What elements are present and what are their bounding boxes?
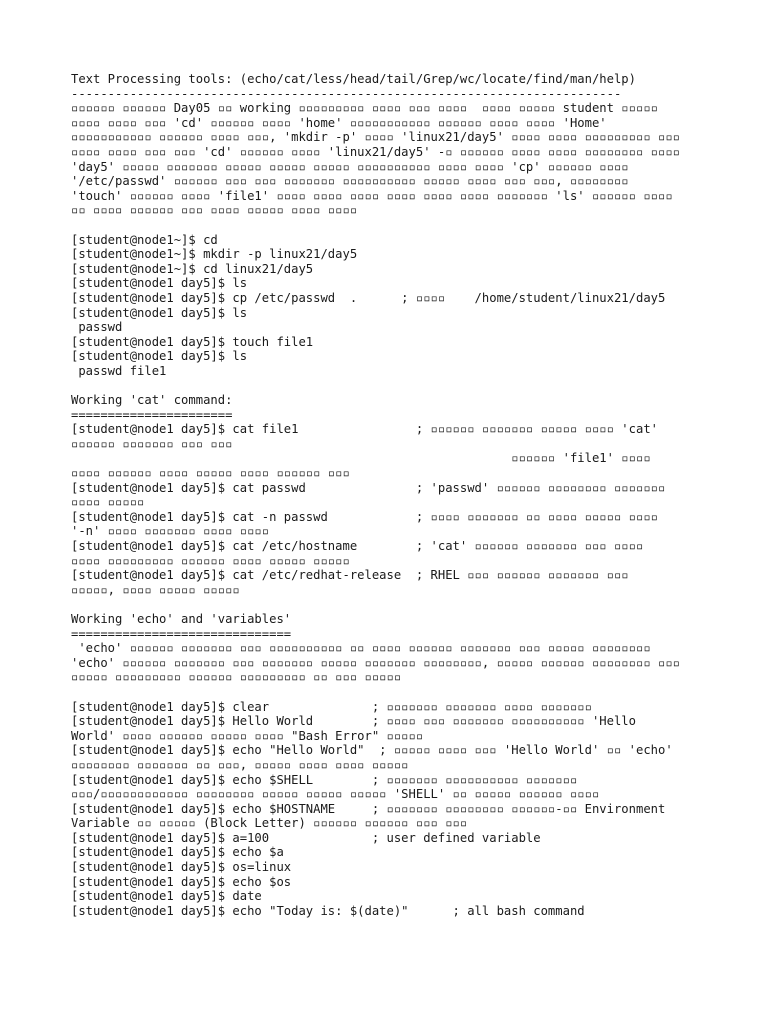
text-line: [student@node1 day5]$ Hello World ; ▫▫▫▫ ▫▫▫ ▫▫▫▫▫▫▫ ▫▫▫▫▫▫▫▫▫▫ 'Hello <box>71 714 636 729</box>
text-line: Text Processing tools: (echo/cat/less/head/tail/Grep/wc/locate/find/man/help) <box>71 72 636 86</box>
text-line: [student@node1 day5]$ echo $a <box>71 845 284 860</box>
text-line: [student@node1 day5]$ echo $SHELL ; ▫▫▫▫▫▫▫ ▫▫▫▫▫▫▫▫▫▫ ▫▫▫▫▫▫▫ <box>71 772 578 787</box>
text-line: 'echo' ▫▫▫▫▫▫ ▫▫▫▫▫▫▫ ▫▫▫ ▫▫▫▫▫▫▫▫▫▫ ▫▫ ▫▫▫▫ ▫▫▫▫▫▫ ▫▫▫▫▫▫▫ ▫▫▫ ▫▫▫▫▫ ▫▫▫▫▫▫▫▫ <box>71 641 651 656</box>
text-line: [student@node1 day5]$ ls <box>71 305 248 320</box>
text-line: [student@node1 day5]$ echo $os <box>71 874 292 889</box>
blank-line <box>71 218 721 233</box>
text-line: Variable ▫▫ ▫▫▫▫▫ (Block Letter) ▫▫▫▫▫▫ ▫▫▫▫▫▫ ▫▫▫ ▫▫▫ <box>71 816 468 831</box>
text-line: [student@node1 day5]$ echo $HOSTNAME ; ▫▫▫▫▫▫▫ ▫▫▫▫▫▫▫▫ ▫▫▫▫▫▫-▫▫ Environment <box>71 801 666 816</box>
text-line: [student@node1 day5]$ ls <box>71 276 248 291</box>
text-line: ▫▫▫▫ ▫▫▫▫ ▫▫▫ 'cd' ▫▫▫▫▫▫ ▫▫▫▫ 'home' ▫▫▫▫▫▫▫▫▫▫▫ ▫▫▫▫▫▫ ▫▫▫▫ ▫▫▫▫ 'Home' <box>71 115 607 130</box>
text-line: [student@node1~]$ cd linux21/day5 <box>71 261 314 276</box>
text-line: ▫▫ ▫▫▫▫ ▫▫▫▫▫▫ ▫▫▫ ▫▫▫▫ ▫▫▫▫▫ ▫▫▫▫ ▫▫▫▫ <box>71 203 358 218</box>
text-line: '/etc/passwd' ▫▫▫▫▫▫ ▫▫▫ ▫▫▫ ▫▫▫▫▫▫▫ ▫▫▫▫▫▫▫▫▫▫ ▫▫▫▫▫ ▫▫▫▫ ▫▫▫ ▫▫▫, ▫▫▫▫▫▫▫▫ <box>71 174 629 189</box>
text-line: [student@node1 day5]$ cat file1 ; ▫▫▫▫▫▫ ▫▫▫▫▫▫▫ ▫▫▫▫▫ ▫▫▫▫ 'cat' <box>71 422 658 437</box>
text-line: [student@node1~]$ cd <box>71 232 218 247</box>
text-line: ▫▫▫▫▫, ▫▫▫▫ ▫▫▫▫▫ ▫▫▫▫▫ <box>71 582 240 597</box>
text-line: [student@node1 day5]$ os=linux <box>71 860 292 875</box>
text-line: '-n' ▫▫▫▫ ▫▫▫▫▫▫▫ ▫▫▫▫ ▫▫▫▫ <box>71 524 270 539</box>
document-body <box>71 72 721 918</box>
text-line: [student@node1 day5]$ cat /etc/hostname ; 'cat' ▫▫▫▫▫▫ ▫▫▫▫▫▫▫ ▫▫▫ ▫▫▫▫ <box>71 539 644 553</box>
text-line: ====================== <box>71 407 233 422</box>
text-line: [student@node1 day5]$ echo "Hello World" ; ▫▫▫▫▫ ▫▫▫▫ ▫▫▫ 'Hello World' ▫▫ 'echo' <box>71 743 673 758</box>
text-line: Working 'cat' command: <box>71 393 233 408</box>
text-line: [student@node1 day5]$ cat /etc/redhat-release ; RHEL ▫▫▫ ▫▫▫▫▫▫ ▫▫▫▫▫▫▫ ▫▫▫ <box>71 568 629 583</box>
text-line: ▫▫▫▫▫▫ 'file1' ▫▫▫▫ <box>71 451 651 466</box>
text-line: [student@node1 day5]$ ls <box>71 349 248 364</box>
text-line: ▫▫▫▫▫▫▫▫ ▫▫▫▫▫▫▫ ▫▫ ▫▫▫, ▫▫▫▫▫ ▫▫▫▫ ▫▫▫▫ ▫▫▫▫▫ <box>71 757 409 772</box>
text-line: ▫▫▫▫▫▫ ▫▫▫▫▫▫▫ ▫▫▫ ▫▫▫ <box>71 436 233 451</box>
text-line: World' ▫▫▫▫ ▫▫▫▫▫▫ ▫▫▫▫▫ ▫▫▫▫ "Bash Error" ▫▫▫▫▫ <box>71 728 424 743</box>
text-line: [student@node1 day5]$ clear ; ▫▫▫▫▫▫▫ ▫▫▫▫▫▫▫ ▫▫▫▫ ▫▫▫▫▫▫▫ <box>71 699 592 714</box>
text-line: [student@node1 day5]$ echo "Today is: $(date)" ; all bash command <box>71 903 585 918</box>
text-line: [student@node1 day5]$ cat passwd ; 'passwd' ▫▫▫▫▫▫ ▫▫▫▫▫▫▫▫ ▫▫▫▫▫▫▫ <box>71 480 666 495</box>
text-line: [student@node1 day5]$ touch file1 <box>71 334 314 349</box>
text-line: ▫▫▫▫ ▫▫▫▫▫▫ ▫▫▫▫ ▫▫▫▫▫ ▫▫▫▫ ▫▫▫▫▫▫ ▫▫▫ <box>71 466 350 481</box>
blank-line <box>71 378 721 393</box>
text-line: ▫▫▫/▫▫▫▫▫▫▫▫▫▫▫▫ ▫▫▫▫▫▫▫▫ ▫▫▫▫▫ ▫▫▫▫▫ ▫▫▫▫▫ 'SHELL' ▫▫ ▫▫▫▫▫ ▫▫▫▫▫▫ ▫▫▫▫ <box>71 787 600 802</box>
text-line: --------------------------------------------------------------------------- <box>71 86 622 101</box>
text-line: [student@node1 day5]$ cp /etc/passwd . ; ▫▫▫▫ /home/student/linux21/day5 <box>71 290 666 305</box>
text-line: ▫▫▫▫▫▫ ▫▫▫▫▫▫ Day05 ▫▫ working ▫▫▫▫▫▫▫▫▫ ▫▫▫▫ ▫▫▫ ▫▫▫▫ ▫▫▫▫ ▫▫▫▫▫ student ▫▫▫▫▫ <box>71 101 658 116</box>
text-line: ▫▫▫▫ ▫▫▫▫▫▫▫▫▫ ▫▫▫▫▫▫ ▫▫▫▫ ▫▫▫▫▫ ▫▫▫▫▫ <box>71 553 350 568</box>
text-line: 'day5' ▫▫▫▫▫ ▫▫▫▫▫▫▫ ▫▫▫▫▫ ▫▫▫▫▫ ▫▫▫▫▫ ▫▫▫▫▫▫▫▫▫▫ ▫▫▫▫ ▫▫▫▫ 'cp' ▫▫▫▫▫▫ ▫▫▫▫ <box>71 159 629 174</box>
text-line: passwd file1 <box>71 363 167 378</box>
text-line: 'touch' ▫▫▫▫▫▫ ▫▫▫▫ 'file1' ▫▫▫▫ ▫▫▫▫ ▫▫▫▫ ▫▫▫▫ ▫▫▫▫ ▫▫▫▫ ▫▫▫▫▫▫▫ 'ls' ▫▫▫▫▫▫ ▫▫▫▫ <box>71 188 673 203</box>
text-line: [student@node1 day5]$ cat -n passwd ; ▫▫▫▫ ▫▫▫▫▫▫▫ ▫▫ ▫▫▫▫ ▫▫▫▫▫ ▫▫▫▫ <box>71 509 658 524</box>
blank-line <box>71 597 721 612</box>
text-line: ============================== <box>71 626 292 641</box>
text-line: [student@node1~]$ mkdir -p linux21/day5 <box>71 247 358 262</box>
text-line: ▫▫▫▫▫▫▫▫▫▫▫ ▫▫▫▫▫▫ ▫▫▫▫ ▫▫▫, 'mkdir -p' ▫▫▫▫ 'linux21/day5' ▫▫▫▫ ▫▫▫▫ ▫▫▫▫▫▫▫▫▫ ▫▫▫ <box>71 130 681 145</box>
text-line: [student@node1 day5]$ a=100 ; user defined variable <box>71 830 541 845</box>
text-line: ▫▫▫▫ ▫▫▫▫ ▫▫▫ ▫▫▫ 'cd' ▫▫▫▫▫▫ ▫▫▫▫ 'linux21/day5' -▫ ▫▫▫▫▫▫ ▫▫▫▫ ▫▫▫▫ ▫▫▫▫▫▫▫▫ ▫▫▫▫ <box>71 144 681 159</box>
text-line: [student@node1 day5]$ date <box>71 889 262 904</box>
text-line: Working 'echo' and 'variables' <box>71 611 292 626</box>
text-line: ▫▫▫▫▫ ▫▫▫▫▫▫▫▫▫ ▫▫▫▫▫▫ ▫▫▫▫▫▫▫▫▫ ▫▫ ▫▫▫ ▫▫▫▫▫ <box>71 670 402 685</box>
text-line: ▫▫▫▫ ▫▫▫▫▫ <box>71 495 145 510</box>
text-line: 'echo' ▫▫▫▫▫▫ ▫▫▫▫▫▫▫ ▫▫▫ ▫▫▫▫▫▫▫ ▫▫▫▫▫ ▫▫▫▫▫▫▫ ▫▫▫▫▫▫▫▫, ▫▫▫▫▫ ▫▫▫▫▫▫ ▫▫▫▫▫▫▫▫ ▫▫▫ <box>71 655 681 670</box>
text-line: passwd <box>71 320 123 335</box>
blank-line <box>71 685 721 700</box>
